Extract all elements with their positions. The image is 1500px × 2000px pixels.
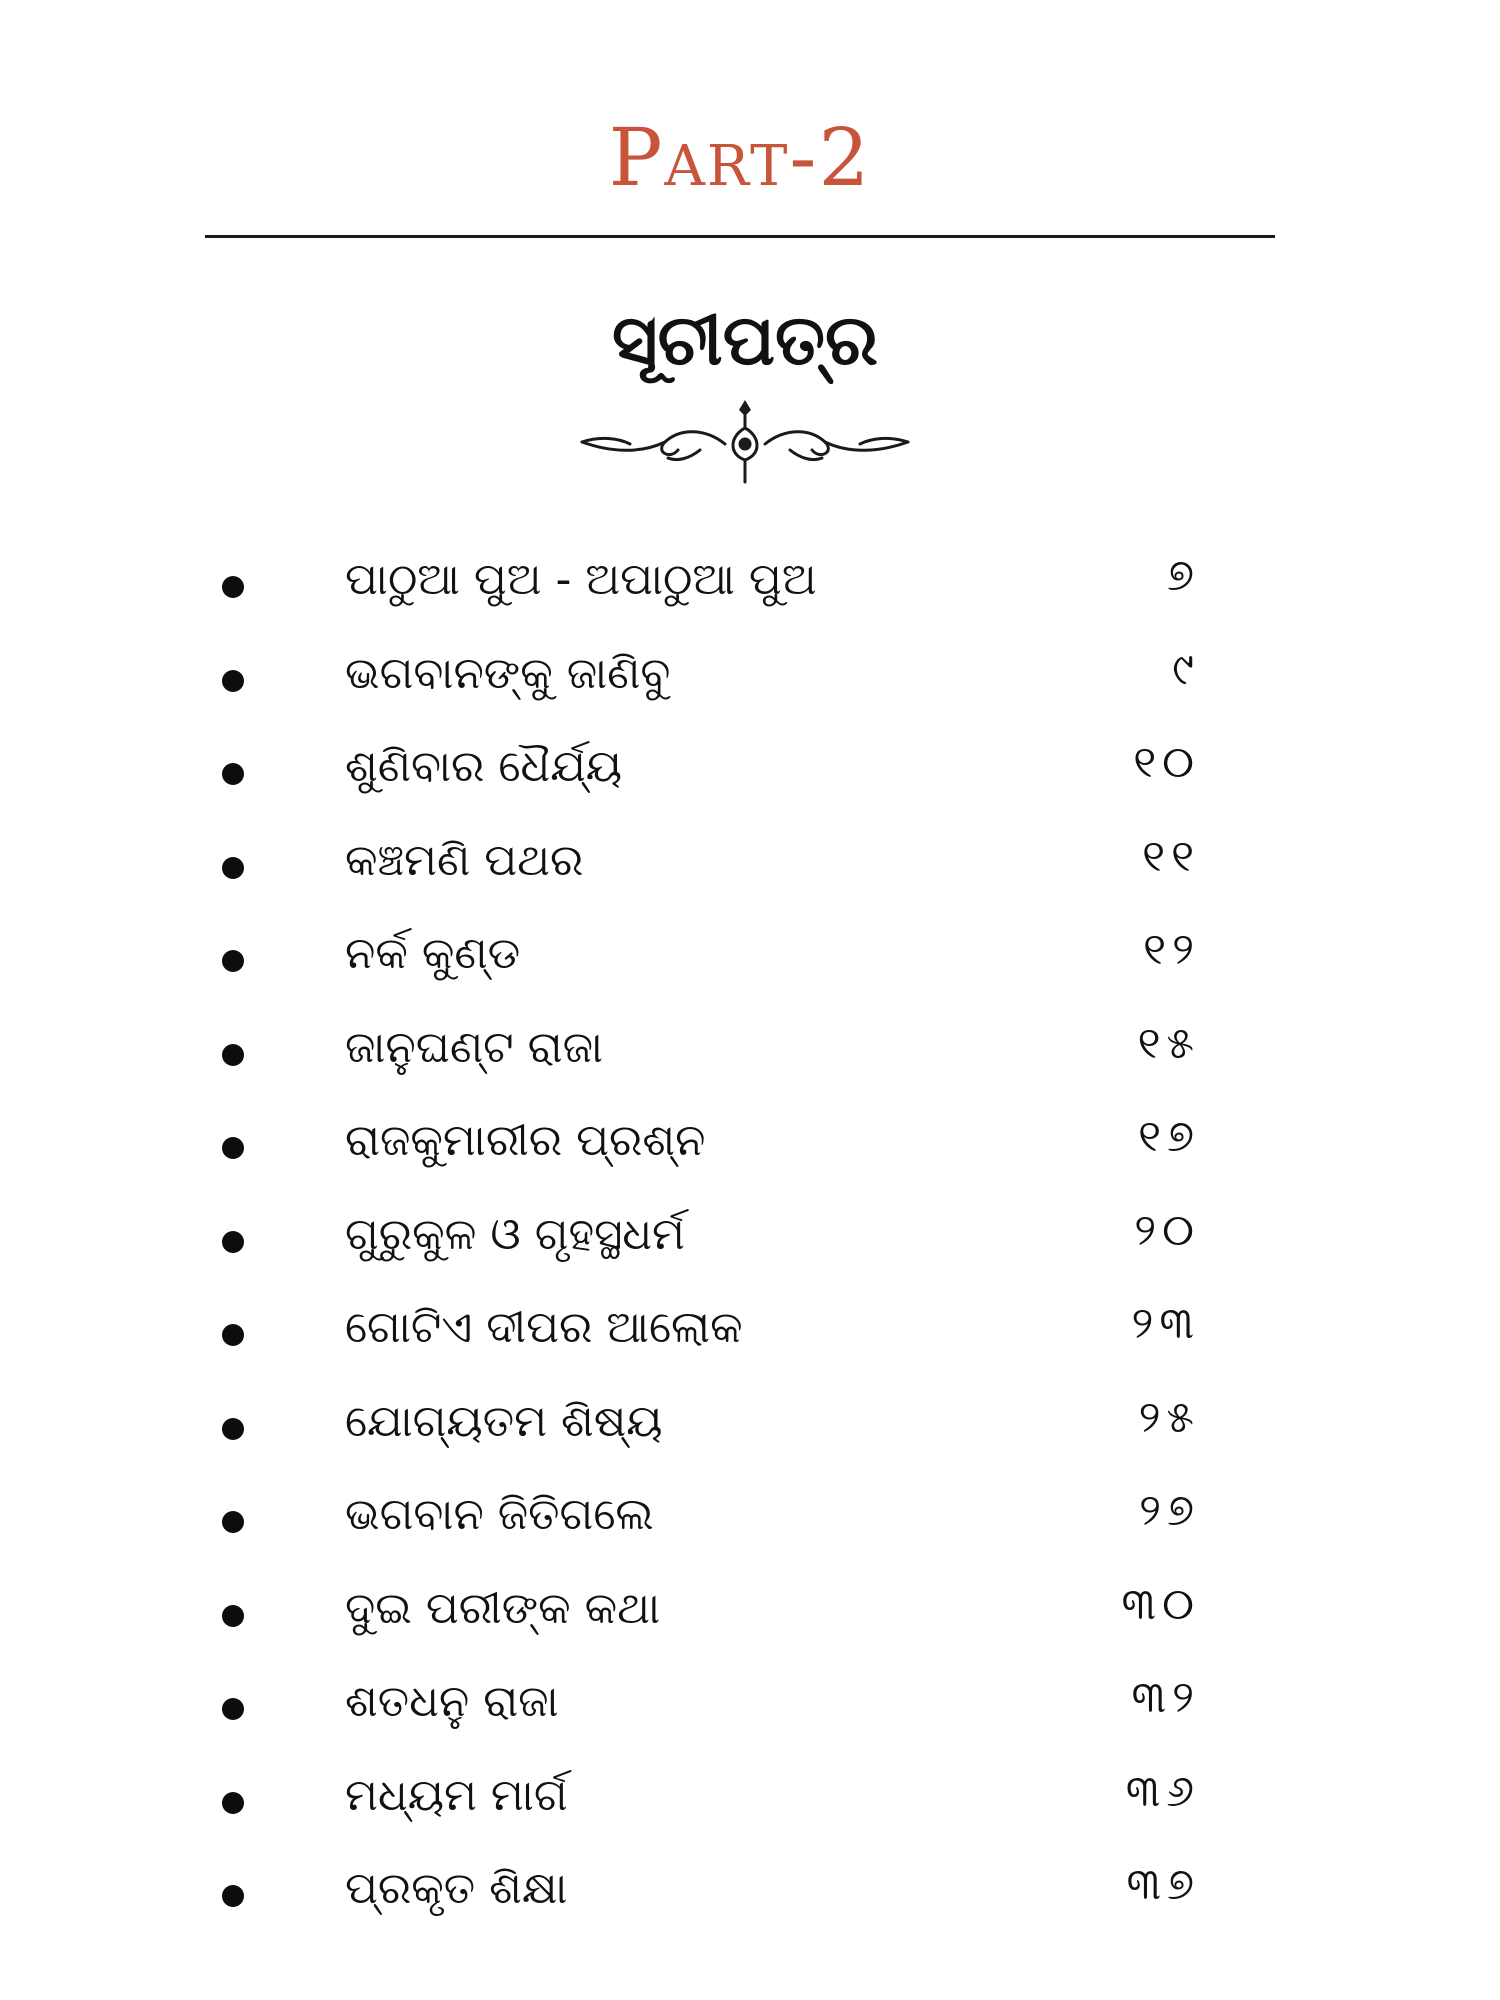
- toc-entry: [0, 540, 1500, 634]
- toc-entry: [0, 914, 1500, 1008]
- bullet-icon: [222, 857, 244, 879]
- entry-page-number: ୩୦: [1121, 1578, 1200, 1630]
- entry-title: କଞ୍ଚମଣି ପଥର: [345, 834, 584, 886]
- toc-entry: [0, 1569, 1500, 1663]
- part-title: Part-2: [608, 111, 872, 204]
- bullet-icon: [222, 670, 244, 692]
- toc-entry: [0, 1662, 1500, 1756]
- toc-entry: [0, 1475, 1500, 1569]
- entry-page-number: ୨୦: [1134, 1204, 1200, 1256]
- toc-entry: [0, 1756, 1500, 1850]
- toc-entry: [0, 1288, 1500, 1382]
- bullet-icon: [222, 1324, 244, 1346]
- bullet-icon: [222, 576, 244, 598]
- bullet-icon: [222, 950, 244, 972]
- bullet-icon: [222, 1044, 244, 1066]
- toc-entry: [0, 1008, 1500, 1102]
- entry-page-number: ୭: [1167, 550, 1200, 601]
- entry-title: ପ୍ରକୃତ ଶିକ୍ଷା: [345, 1863, 568, 1914]
- entry-page-number: ୨୫: [1138, 1391, 1200, 1443]
- toc-list: [0, 540, 1500, 1943]
- entry-page-number: ୨୩: [1131, 1298, 1200, 1349]
- entry-page-number: ୧୦: [1133, 737, 1200, 788]
- toc-entry: [0, 634, 1500, 728]
- flourish-divider-icon: [570, 398, 920, 488]
- entry-page-number: ୩୨: [1131, 1672, 1200, 1723]
- entry-title: ମଧ୍ୟମ ମାର୍ଗ: [345, 1769, 568, 1821]
- bullet-icon: [222, 763, 244, 785]
- bullet-icon: [222, 1511, 244, 1533]
- entry-title: ନର୍କ କୁଣ୍ଡ: [345, 928, 521, 979]
- entry-page-number: ୩୬: [1125, 1765, 1200, 1817]
- bullet-icon: [222, 1698, 244, 1720]
- toc-entry: [0, 1101, 1500, 1195]
- toc-heading: ସୂଚୀପତ୍ର: [612, 299, 878, 381]
- bullet-icon: [222, 1137, 244, 1159]
- entry-page-number: ୧୧: [1142, 830, 1200, 882]
- entry-title: ଭଗବାନ ଜିତିଗଲେ: [345, 1489, 654, 1540]
- entry-title: ପାଠୁଆ ପୁଅ - ଅପାଠୁଆ ପୁଅ: [345, 554, 817, 605]
- bullet-icon: [222, 1792, 244, 1814]
- entry-title: ରାଜକୁମାରୀର ପ୍ରଶ୍ନ: [345, 1115, 706, 1166]
- toc-entry: [0, 1849, 1500, 1943]
- entry-page-number: ୩୭: [1126, 1859, 1200, 1910]
- entry-title: ଗୁରୁକୁଳ ଓ ଗୃହସ୍ଥଧର୍ମ: [345, 1208, 685, 1260]
- bullet-icon: [222, 1605, 244, 1627]
- bullet-icon: [222, 1231, 244, 1253]
- entry-title: ଶତଧନୁ ରାଜା: [345, 1676, 559, 1727]
- toc-entry: [0, 727, 1500, 821]
- entry-page-number: ୯: [1172, 643, 1200, 695]
- entry-page-number: ୧୭: [1138, 1111, 1200, 1162]
- horizontal-rule: [205, 235, 1275, 238]
- toc-entry: [0, 1195, 1500, 1289]
- entry-title: ଶୁଣିବାର ଧୈର୍ଯ୍ୟ: [345, 741, 623, 792]
- entry-title: ଯୋଗ୍ୟତମ ଶିଷ୍ୟ: [345, 1395, 663, 1447]
- toc-entry: [0, 1382, 1500, 1476]
- bullet-icon: [222, 1885, 244, 1907]
- toc-entry: [0, 821, 1500, 915]
- entry-page-number: ୨୭: [1139, 1485, 1200, 1536]
- entry-page-number: ୧୨: [1143, 924, 1200, 975]
- entry-title: ଭଗବାନଙ୍କୁ ଜାଣିବୁ: [345, 647, 671, 699]
- entry-title: ଦୁଇ ପରୀଙ୍କ କଥା: [345, 1582, 661, 1634]
- entry-page-number: ୧୫: [1137, 1017, 1200, 1069]
- entry-title: ଜାନୁଘଣ୍ଟ ରାଜା: [345, 1021, 604, 1073]
- entry-title: ଗୋଟିଏ ଦୀପର ଆଲୋକ: [345, 1302, 743, 1353]
- bullet-icon: [222, 1418, 244, 1440]
